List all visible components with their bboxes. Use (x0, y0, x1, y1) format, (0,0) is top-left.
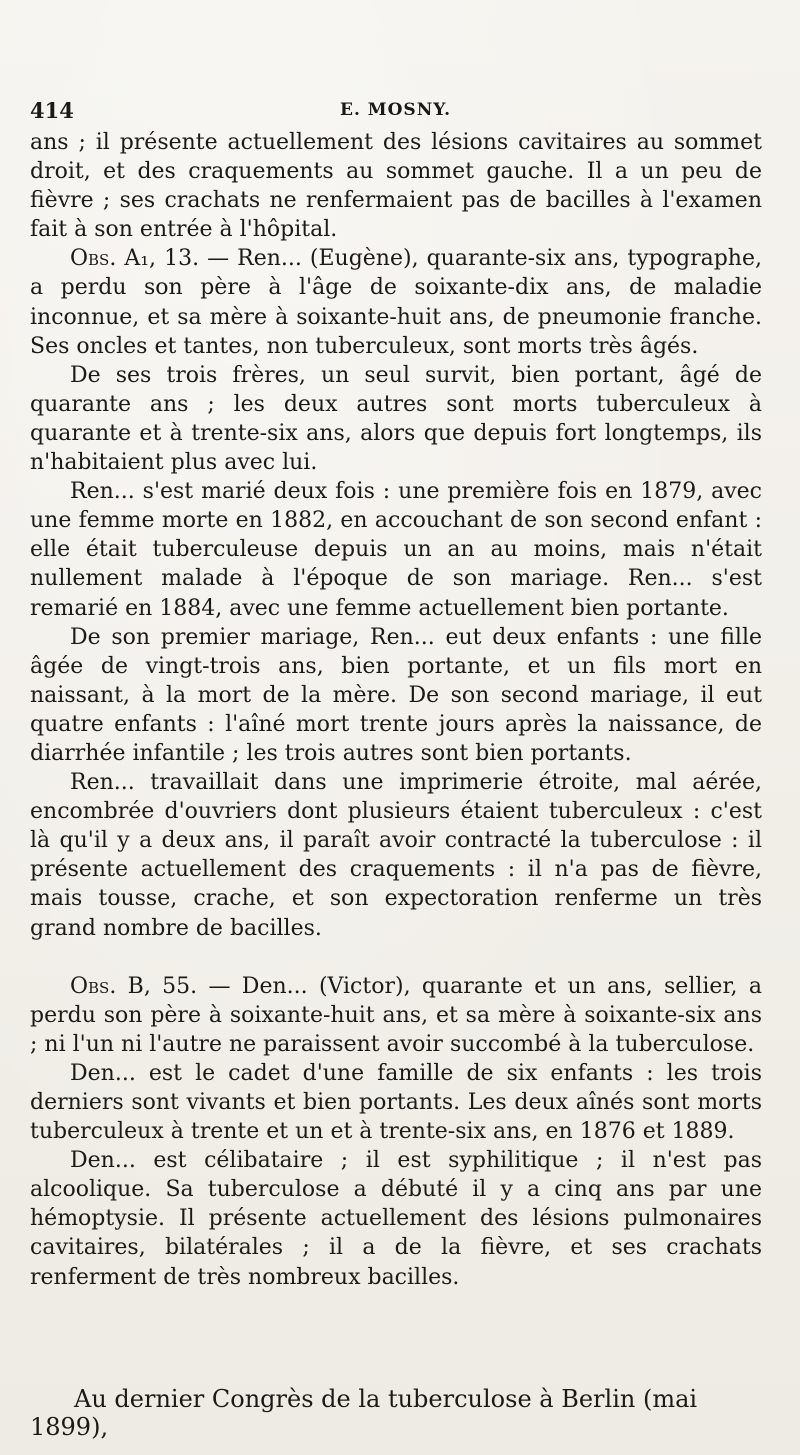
paragraph-text: Ren... travaillait dans une imprimerie étroite, mal aérée, encombrée d'ouvriers dont plusieurs étaient tuberculeux : c'est là qu'il y a deux ans, il paraît avoir contracté la tuberculose : il présente actuellement des craquements : il n'a pas de fièvre, mais tousse, crache, et son expectoration renferme un très grand nombre de bacilles. (30, 770, 762, 941)
observation-label: Obs. A₁, 13. (70, 246, 200, 272)
paragraph-text: De ses trois frères, un seul survit, bien portant, âgé de quarante ans ; les deux autres sont morts tuberculeux à quarante et à trente-six ans, alors que depuis fort longtemps, ils n'habitaient plus avec lui. (30, 362, 762, 476)
closing-line: Au dernier Congrès de la tuberculose à Berlin (mai 1899), (30, 1385, 698, 1441)
paragraph-obs-b-55 (30, 972, 762, 1059)
paragraph-8 (30, 1059, 762, 1146)
body-text (30, 128, 762, 1292)
paragraph-text: De son premier mariage, Ren... eut deux enfants : une fille âgée de vingt-trois ans, bien portante, et un fils mort en naissant, à la mort de la mère. De son second mariage, il eut quatre enfants : l'aîné mort trente jours après la naissance, de diarrhée infantile ; les trois autres sont bien portants. (30, 624, 762, 766)
paragraph-text: Ren... s'est marié deux fois : une première fois en 1879, avec une femme morte en 1882, en accouchant de son second enfant : elle était tuberculeuse depuis un an au moins, mais n'était nullement malade à l'époque de son mariage. Ren... s'est remarié en 1884, avec une femme actuellement bien portante. (30, 479, 762, 621)
paragraph-text: Den... est le cadet d'une famille de six enfants : les trois derniers sont vivants et bien portants. Les deux aînés sont morts tuberculeux à trente et un et à trente-six ans, en 1876 et 1889. (30, 1060, 762, 1145)
paragraph-4 (30, 477, 762, 622)
paragraph-text: ans ; il présente actuellement des lésions cavitaires au sommet droit, et des craquements au sommet gauche. Il a un peu de fièvre ; ses crachats ne renfermaient pas de bacilles à l'examen fait à son entrée à l'hôpital. (30, 130, 762, 243)
running-title: E. MOSNY. (340, 100, 452, 120)
paragraph-1 (30, 128, 762, 244)
section-gap (30, 943, 762, 972)
paragraph-3 (30, 361, 762, 477)
paragraph-obs-a1-13 (30, 244, 762, 360)
paragraph-9 (30, 1146, 762, 1291)
paragraph-6 (30, 768, 762, 943)
paragraph-text: Den... est célibataire ; il est syphilitique ; il n'est pas alcoolique. Sa tuberculose a débuté il y a cinq ans par une hémoptysie. Il présente actuellement des lésions pulmonaires cavitaires, bilatérales ; il a de la fièvre, et ses crachats renferment de très nombreux bacilles. (30, 1148, 762, 1290)
paragraph-5 (30, 623, 762, 768)
paragraph-text: — Den... (Victor), quarante et un ans, sellier, a perdu son père à soixante-huit ans, et sa mère à soixante-six ans ; ni l'un ni l'autre ne paraissent avoir succombé à la tuberculose. (30, 973, 762, 1057)
running-head (30, 98, 770, 128)
page-number: 414 (30, 98, 74, 123)
paragraph-text: — Ren... (Eugène), quarante-six ans, typographe, a perdu son père à l'âge de soixante-dix ans, de maladie inconnue, et sa mère à soixante-huit ans, de pneumonie franche. Ses oncles et tantes, non tuberculeux, sont morts très âgés. (30, 246, 762, 359)
observation-label: Obs. B, 55. (70, 973, 198, 999)
